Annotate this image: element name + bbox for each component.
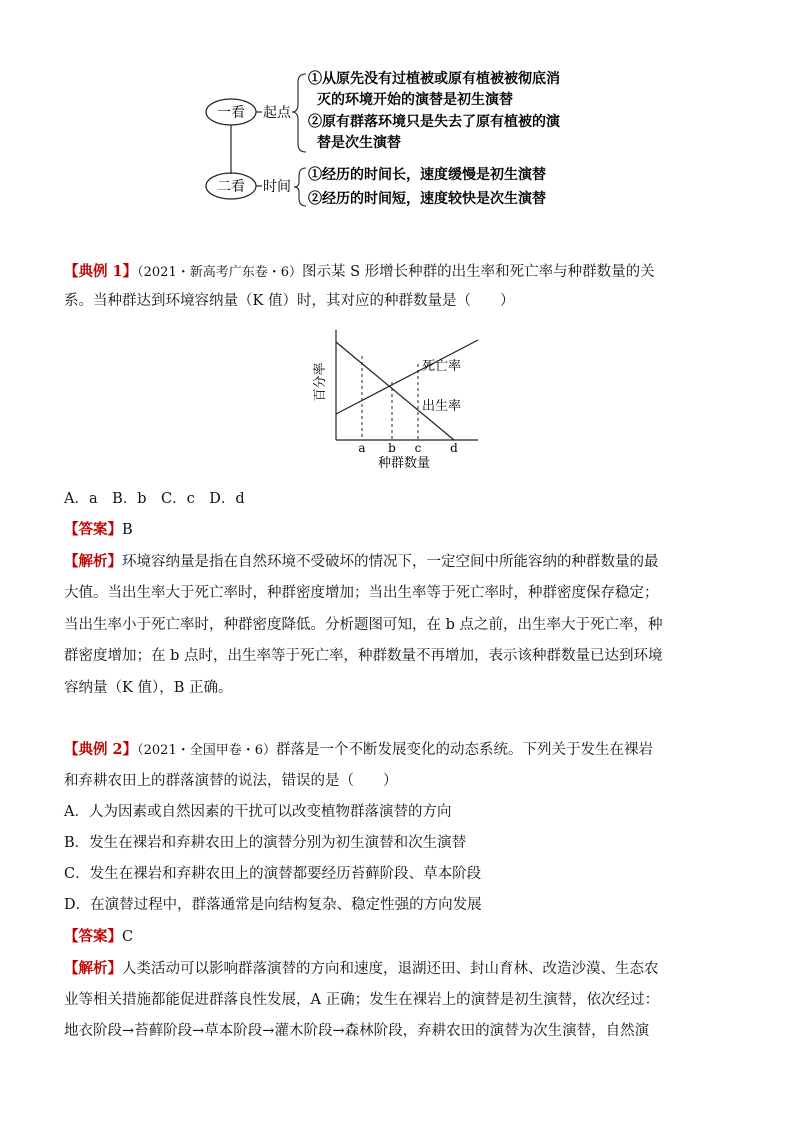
- node-erkan-label: 二看: [217, 179, 245, 195]
- ex2-source: （2021・全国甲卷・6）: [137, 743, 276, 758]
- ex2-analysis-text-3: 地衣阶段→苔藓阶段→草本阶段→灌木阶段→森林阶段，弃耕农田的演替为次生演替，自然演: [64, 1023, 650, 1039]
- ex1-analysis-line-4: [64, 646, 663, 666]
- ex1-question-text-1: 图示某 S 形增长种群的出生率和死亡率与种群数量的关: [302, 264, 655, 280]
- ex2-analysis-line-3: [64, 1021, 649, 1041]
- ex2-question-text-1: 群落是一个不断发展变化的动态系统。下列关于发生在裸岩: [276, 742, 653, 758]
- ex2-question-line-1: [64, 740, 653, 761]
- ex2-analysis-line-1: [64, 959, 659, 979]
- ex2-analysis-text-2: 业等相关措施都能促进群落良性发展，A 正确；发生在裸岩上的演替是初生演替，依次经过：: [64, 992, 660, 1008]
- shijian-line-1: ①经历的时间长，速度缓慢是初生演替: [308, 167, 546, 183]
- ex1-tag: 【典例 1】: [64, 263, 138, 280]
- qidian-line-2: 灭的环境开始的演替是初生演替: [317, 92, 513, 108]
- ex2-option-b-text: B．发生在裸岩和弃耕农田上的演替分别为初生演替和次生演替: [64, 835, 467, 851]
- x-tick-c: c: [414, 441, 422, 455]
- ex2-analysis-tag: 【解析】: [64, 960, 122, 977]
- ex1-analysis-text-3: 当出生率小于死亡率时，种群密度降低。分析题图可知，在 b 点之前，出生率大于死亡率，种: [64, 617, 663, 633]
- ex2-question-text-2: 和弃耕农田上的群落演替的说法，错误的是（ ）: [64, 773, 398, 789]
- branch-shijian: 时间: [263, 179, 291, 195]
- ex1-question-text-2: 系。当种群达到环境容纳量（K 值）时，其对应的种群数量是（ ）: [64, 293, 515, 309]
- x-tick-b: b: [388, 441, 396, 455]
- ex2-analysis-text-1: 人类活动可以影响群落演替的方向和速度，退湖还田、封山育林、改造沙漠、生态农: [122, 961, 659, 977]
- x-tick-d: d: [450, 441, 458, 455]
- ex1-analysis-text-4: 群密度增加；在 b 点时，出生率等于死亡率，种群数量不再增加，表示该种群数量已达到环境: [64, 648, 663, 664]
- ex1-analysis-text-2: 大值。当出生率大于死亡率时，种群密度增加；当出生率等于死亡率时，种群密度保存稳定；: [64, 585, 659, 601]
- ex1-analysis-line-2: [64, 583, 659, 603]
- ex2-option-c-text: C．发生在裸岩和弃耕农田上的演替都要经历苔藓阶段、草本阶段: [64, 866, 482, 882]
- ex1-analysis-line-1: [64, 552, 659, 572]
- ex1-answer: [64, 520, 133, 540]
- succession-diagram: [200, 66, 600, 216]
- ex1-answer-tag: 【答案】: [64, 521, 122, 538]
- shijian-line-2: ②经历的时间短，速度较快是次生演替: [308, 191, 546, 207]
- node-yikan-label: 一看: [217, 105, 245, 121]
- ex2-option-c: [64, 864, 481, 884]
- ex1-question-line-2: [64, 291, 514, 311]
- ex2-option-b: [64, 833, 466, 853]
- ex1-analysis-text-5: 容纳量（K 值），B 正确。: [64, 680, 233, 696]
- ex2-tag: 【典例 2】: [64, 741, 138, 758]
- ex1-analysis-text-1: 环境容纳量是指在自然环境不受破坏的情况下，一定空间中所能容纳的种群数量的最: [122, 554, 659, 570]
- ex2-question-line-2: [64, 771, 398, 791]
- ex2-answer: [64, 927, 133, 947]
- ex1-analysis-line-3: [64, 615, 663, 635]
- ex2-option-d: [64, 895, 482, 915]
- ex1-answer-value: B: [122, 522, 133, 538]
- ex1-analysis-tag: 【解析】: [64, 553, 122, 570]
- ex1-options: [64, 489, 245, 509]
- ex1-options-text: A．a B．b C．c D．d: [64, 491, 245, 507]
- qidian-line-3: ②原有群落环境只是失去了原有植被的演: [308, 114, 560, 130]
- x-tick-a: a: [358, 441, 366, 455]
- death-rate-label: 死亡率: [422, 359, 462, 374]
- x-axis-label: 种群数量: [377, 456, 431, 471]
- ex1-source: （2021・新高考广东卷・6）: [137, 265, 302, 280]
- qidian-line-4: 替是次生演替: [317, 135, 401, 151]
- birth-death-rate-chart: [312, 326, 488, 474]
- y-axis-label: 百分率: [313, 362, 328, 402]
- qidian-line-1: ①从原先没有过植被或原有植被被彻底消: [308, 71, 560, 87]
- ex2-option-d-text: D．在演替过程中，群落通常是向结构复杂、稳定性强的方向发展: [64, 897, 482, 913]
- ex2-answer-value: C: [122, 929, 134, 945]
- birth-rate-label: 出生率: [422, 399, 462, 414]
- ex2-option-a: [64, 802, 451, 822]
- ex2-answer-tag: 【答案】: [64, 928, 122, 945]
- branch-qidian: 起点: [263, 105, 291, 121]
- ex2-analysis-line-2: [64, 990, 659, 1010]
- ex2-option-a-text: A．人为因素或自然因素的干扰可以改变植物群落演替的方向: [64, 804, 452, 820]
- birth-rate-line: [336, 342, 454, 440]
- ex1-analysis-line-5: [64, 678, 232, 698]
- ex1-question-line-1: [64, 262, 655, 283]
